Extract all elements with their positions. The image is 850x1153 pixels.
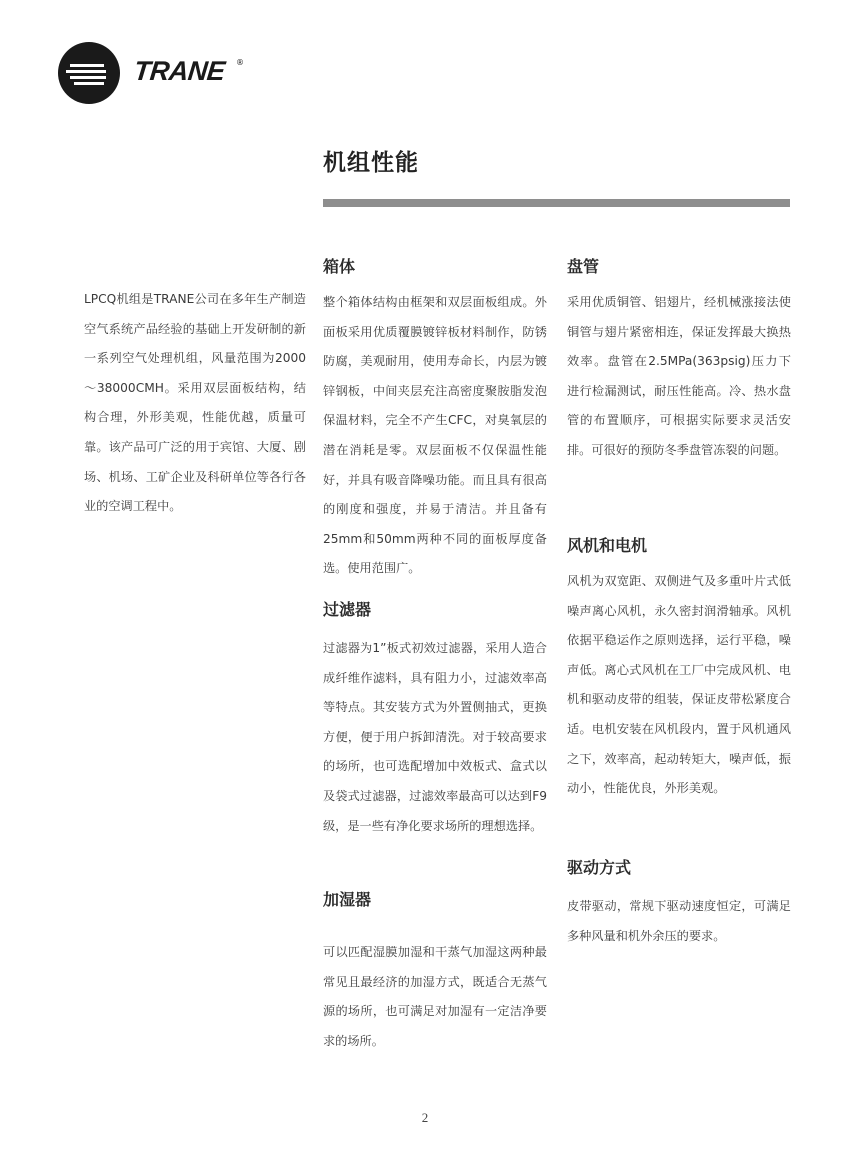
section-humidifier — [323, 887, 547, 1056]
section-filter — [323, 597, 547, 841]
trane-wordmark: TRANE — [132, 56, 227, 86]
section-heading: 驱动方式 — [567, 858, 632, 877]
page-title: 机组性能 — [323, 150, 419, 176]
trane-logo — [58, 42, 248, 104]
section-heading: 箱体 — [323, 257, 356, 276]
section-drive — [567, 855, 791, 951]
trane-logo-icon — [58, 42, 120, 104]
section-coil — [567, 254, 791, 466]
section-body: 采用优质铜管、铝翅片，经机械涨接法使铜管与翅片紧密相连，保证发挥最大换热效率。盘管在2.5MPa(363psig)压力下进行检漏测试，耐压性能高。冷、热水盘管的布置顺序，可根据实际要求灵活安排。可很好的预防冬季盘管冻裂的问题。 — [567, 295, 791, 457]
section-body: 过滤器为1”板式初效过滤器，采用人造合成纤维作滤料，具有阻力小，过滤效率高等特点。其安装方式为外置侧抽式，更换方便，便于用户拆卸清洗。对于较高要求的场所，也可选配增加中效板式、盒式以及袋式过滤器，过滤效率最高可以达到F9级，是一些有净化要求场所的理想选择。 — [323, 641, 547, 833]
section-heading: 过滤器 — [323, 600, 372, 619]
section-heading: 加湿器 — [323, 890, 372, 909]
section-box — [323, 254, 547, 584]
section-body: 皮带驱动，常规下驱动速度恒定，可满足多种风量和机外余压的要求。 — [567, 899, 791, 943]
section-body: 整个箱体结构由框架和双层面板组成。外面板采用优质覆膜镀锌板材料制作，防锈防腐，美观耐用，使用寿命长，内层为镀锌钢板，中间夹层充注高密度聚胺脂发泡保温材料，完全不产生CFC，对臭氧层的潜在消耗是零。双层面板不仅保温性能好，并具有吸音降噪功能。而且具有很高的刚度和强度，并易于清洁。并且备有25mm和50mm两种不同的面板厚度备选。使用范围广。 — [323, 295, 547, 576]
intro-paragraph: LPCQ机组是TRANE公司在多年生产制造空气系统产品经验的基础上开发研制的新一系列空气处理机组，风量范围为2000～38000CMH。采用双层面板结构，结构合理，外形美观，性能优越，质量可靠。该产品可广泛的用于宾馆、大厦、剧场、机场、工矿企业及科研单位等各行各业的空调工程中。 — [84, 292, 306, 514]
section-body: 可以匹配湿膜加湿和干蒸气加湿这两种最常见且最经济的加湿方式，既适合无蒸气源的场所，也可满足对加湿有一定洁净要求的场所。 — [323, 945, 547, 1048]
section-body: 风机为双宽距、双侧进气及多重叶片式低噪声离心风机，永久密封润滑轴承。风机依据平稳运作之原则选择，运行平稳，噪声低。离心式风机在工厂中完成风机、电机和驱动皮带的组装，保证皮带松紧度合适。电机安装在风机段内，置于风机通风之下，效率高，起动转矩大，噪声低，振动小，性能优良，外形美观。 — [567, 574, 791, 796]
section-fan-motor — [567, 533, 791, 804]
page-number: 2 — [421, 1110, 429, 1125]
registered-mark: ® — [236, 58, 244, 67]
title-rule — [323, 199, 790, 207]
section-heading: 风机和电机 — [567, 536, 648, 555]
section-heading: 盘管 — [567, 257, 600, 276]
